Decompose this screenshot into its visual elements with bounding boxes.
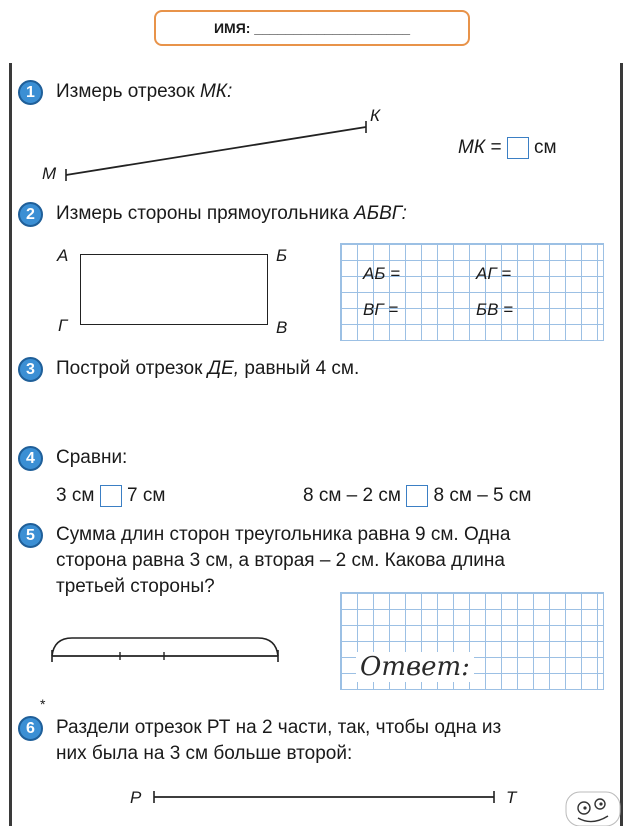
point-p-label: Р bbox=[130, 788, 142, 807]
task1-result-label: МК = bbox=[458, 137, 502, 158]
compare-right-b: 8 см – 5 см bbox=[433, 485, 532, 506]
task5-line-2: сторона равна 3 см, а вторая – 2 см. Какова длина bbox=[56, 550, 505, 571]
task1-segment-name: МК: bbox=[199, 81, 233, 102]
task1-prompt-text: Измерь отрезок bbox=[56, 81, 195, 102]
task6-line-1: Раздели отрезок РТ на 2 части, так, чтобы одна из bbox=[56, 717, 502, 738]
mascot-icon bbox=[564, 786, 624, 826]
task-number-3: 3 bbox=[18, 357, 43, 382]
bonus-star-icon: * bbox=[40, 696, 46, 712]
corner-b-label: Б bbox=[276, 246, 288, 265]
task-number-2: 2 bbox=[18, 202, 43, 227]
task-number-1: 1 bbox=[18, 80, 43, 105]
compare-left-a: 3 см bbox=[56, 485, 95, 506]
task6-line-2: них была на 3 см больше второй: bbox=[56, 743, 353, 764]
point-t-label: Т bbox=[506, 788, 517, 807]
task2-prompt-text: Измерь стороны прямоугольника bbox=[56, 203, 349, 224]
entry-ag: АГ = bbox=[476, 264, 512, 283]
task3-prompt-after: равный 4 см. bbox=[244, 358, 360, 379]
task1-unit: см bbox=[533, 137, 557, 158]
corner-a-label: А bbox=[57, 246, 69, 265]
answer-label: Ответ: bbox=[356, 652, 474, 682]
task3-segment-name: ДЕ, bbox=[207, 358, 240, 379]
task-number-6: 6 bbox=[18, 716, 43, 741]
task3-prompt-before: Построй отрезок bbox=[56, 358, 203, 379]
compare-right-a: 8 см – 2 см bbox=[303, 485, 401, 506]
name-label: ИМЯ: ____________________ bbox=[213, 20, 411, 36]
entry-ab: АБ = bbox=[363, 264, 401, 283]
task4-prompt: Сравни: bbox=[56, 447, 128, 468]
point-k-label: К bbox=[370, 106, 381, 125]
corner-g-label: Г bbox=[58, 316, 68, 335]
task5-line-3: третьей стороны? bbox=[56, 576, 215, 597]
task2-figure-name: АБВГ: bbox=[354, 203, 407, 224]
entry-vg: ВГ = bbox=[363, 300, 399, 319]
compare-left-b: 7 см bbox=[126, 485, 166, 506]
corner-v-label: В bbox=[276, 318, 288, 337]
task-number-4: 4 bbox=[18, 446, 43, 471]
task5-line-1: Сумма длин сторон треугольника равна 9 см. Одна bbox=[56, 524, 511, 545]
point-m-label: М bbox=[42, 164, 57, 183]
entry-bv: БВ = bbox=[476, 300, 514, 319]
task-number-5: 5 bbox=[18, 523, 43, 548]
